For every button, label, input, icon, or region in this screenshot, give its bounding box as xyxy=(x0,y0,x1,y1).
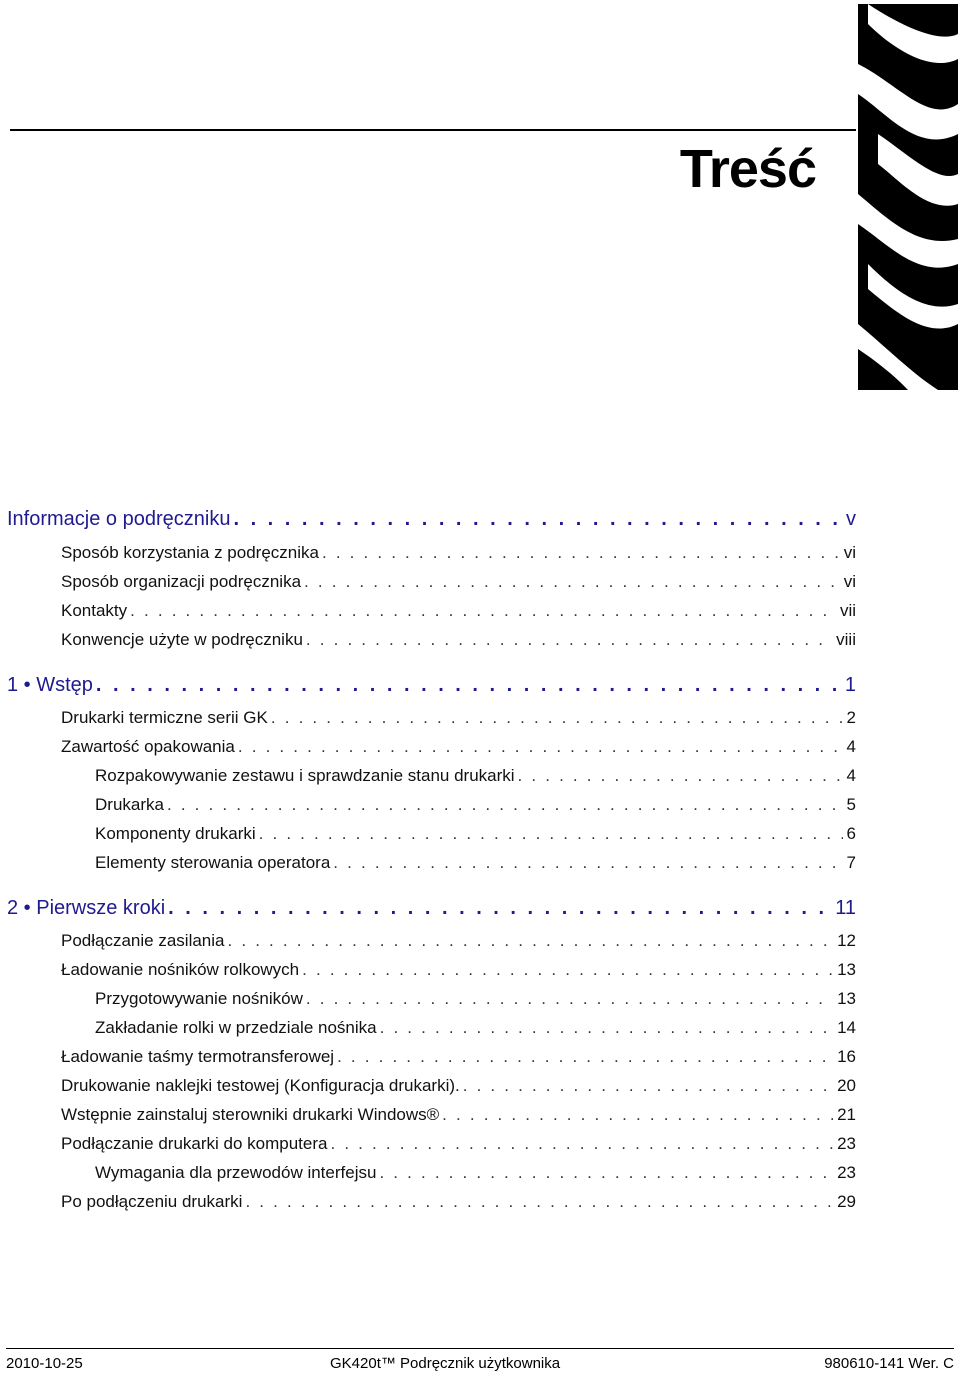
toc-entry[interactable] xyxy=(61,1105,856,1125)
toc-entry-page: 5 xyxy=(846,795,856,814)
toc-entry-page: 20 xyxy=(837,1076,856,1095)
footer-date: 2010-10-25 xyxy=(6,1355,83,1372)
toc-entry-page: 23 xyxy=(837,1134,856,1153)
toc-dot-leader xyxy=(380,1018,833,1038)
footer-rule xyxy=(6,1348,954,1349)
toc-entry[interactable] xyxy=(61,1047,856,1067)
toc-entry-page: 16 xyxy=(837,1047,856,1066)
toc-entry-label: Wymagania dla przewodów interfejsu xyxy=(95,1163,377,1182)
toc-entry[interactable] xyxy=(61,1134,856,1154)
toc-dot-leader xyxy=(333,853,842,873)
toc-entry[interactable] xyxy=(61,572,856,592)
toc-entry-page: vi xyxy=(843,543,856,562)
toc-entry-label: Kontakty xyxy=(61,601,128,620)
toc-entry-page: vii xyxy=(839,601,856,620)
toc-dot-leader xyxy=(271,708,843,728)
toc-entry-label: Po podłączeniu drukarki xyxy=(61,1192,243,1211)
toc-entry-label: Drukowanie naklejki testowej (Konfiguracja drukarki). xyxy=(61,1076,460,1095)
toc-entry[interactable] xyxy=(95,766,856,786)
toc-entry-label: Rozpakowywanie zestawu i sprawdzanie stanu drukarki xyxy=(95,766,515,785)
toc-entry-label: Zakładanie rolki w przedziale nośnika xyxy=(95,1018,377,1037)
toc-entry-page: 21 xyxy=(837,1105,856,1124)
toc-entry[interactable] xyxy=(61,601,856,621)
toc-dot-leader xyxy=(304,572,840,592)
toc-dot-leader xyxy=(518,766,843,786)
toc-entry-label: 1 • Wstęp xyxy=(7,674,93,696)
toc-chapter-entry[interactable] xyxy=(7,674,856,697)
toc-entry[interactable] xyxy=(95,795,856,815)
toc-entry[interactable] xyxy=(95,989,856,1009)
toc-entry-label: Przygotowywanie nośników xyxy=(95,989,303,1008)
toc-entry-page: 1 xyxy=(844,674,856,696)
toc-entry-label: Wstępnie zainstaluj sterowniki drukarki Windows® xyxy=(61,1105,440,1124)
toc-entry-page: 6 xyxy=(846,824,856,843)
toc-entry-label: Ładowanie taśmy termotransferowej xyxy=(61,1047,335,1066)
toc-entry-label: Sposób korzystania z podręcznika xyxy=(61,543,319,562)
toc-dot-leader xyxy=(442,1105,833,1125)
toc-entry[interactable] xyxy=(61,543,856,563)
toc-dot-leader xyxy=(306,989,833,1009)
toc-entry-page: 4 xyxy=(846,766,856,785)
toc-entry-page: vi xyxy=(843,572,856,591)
toc-dot-leader xyxy=(302,960,833,980)
toc-entry-label: Elementy sterowania operatora xyxy=(95,853,331,872)
toc-entry-label: Sposób organizacji podręcznika xyxy=(61,572,302,591)
toc-dot-leader xyxy=(168,897,831,920)
toc-entry-page: viii xyxy=(836,630,856,649)
toc-entry-label: Informacje o podręczniku xyxy=(7,508,231,530)
toc-entry-label: Konwencje użyte w podręczniku xyxy=(61,630,303,649)
toc-chapter-entry[interactable] xyxy=(7,897,856,920)
toc-entry-label: 2 • Pierwsze kroki xyxy=(7,897,166,919)
toc-entry-label: Drukarki termiczne serii GK xyxy=(61,708,268,727)
toc-entry-label: Drukarka xyxy=(95,795,164,814)
footer-document-number: 980610-141 Wer. C xyxy=(824,1355,954,1372)
toc-dot-leader xyxy=(337,1047,833,1067)
toc-dot-leader xyxy=(96,674,841,697)
toc-entry[interactable] xyxy=(95,1163,856,1183)
toc-entry-label: Ładowanie nośników rolkowych xyxy=(61,960,300,979)
toc-dot-leader xyxy=(167,795,843,815)
toc-entry[interactable] xyxy=(95,824,856,844)
toc-entry[interactable] xyxy=(61,1192,856,1212)
toc-entry-page: 2 xyxy=(846,708,856,727)
toc-entry[interactable] xyxy=(61,737,856,757)
toc-entry-label: Podłączanie zasilania xyxy=(61,931,225,950)
toc-dot-leader xyxy=(306,630,832,650)
toc-entry-page: 7 xyxy=(846,853,856,872)
toc-dot-leader xyxy=(379,1163,833,1183)
toc-dot-leader xyxy=(330,1134,833,1154)
toc-entry-label: Komponenty drukarki xyxy=(95,824,256,843)
toc-dot-leader xyxy=(130,601,836,621)
toc-dot-leader xyxy=(228,931,834,951)
page-title: Treść xyxy=(679,139,816,199)
toc-entry[interactable] xyxy=(95,853,856,873)
toc-dot-leader xyxy=(463,1076,833,1096)
toc-entry-label: Podłączanie drukarki do komputera xyxy=(61,1134,328,1153)
footer-manual-title: GK420t™ Podręcznik użytkownika xyxy=(330,1355,561,1372)
toc-entry[interactable] xyxy=(61,630,856,650)
toc-entry[interactable] xyxy=(95,1018,856,1038)
toc-dot-leader xyxy=(259,824,843,844)
toc-entry-page: 13 xyxy=(837,960,856,979)
toc-dot-leader xyxy=(238,737,843,757)
toc-dot-leader xyxy=(233,508,842,531)
toc-entry[interactable] xyxy=(61,960,856,980)
toc-entry-page: 23 xyxy=(837,1163,856,1182)
toc-entry-page: 29 xyxy=(837,1192,856,1211)
toc-entry[interactable] xyxy=(61,708,856,728)
toc-entry-page: 12 xyxy=(837,931,856,950)
toc-chapter-entry[interactable] xyxy=(7,508,856,531)
toc-entry-page: v xyxy=(846,508,856,530)
toc-entry-label: Zawartość opakowania xyxy=(61,737,235,756)
toc-entry-page: 11 xyxy=(835,897,856,919)
toc-dot-leader xyxy=(322,543,840,563)
toc-entry-page: 13 xyxy=(837,989,856,1008)
toc-entry-page: 4 xyxy=(846,737,856,756)
toc-entry[interactable] xyxy=(61,1076,856,1096)
toc-entry[interactable] xyxy=(61,931,856,951)
toc-dot-leader xyxy=(245,1192,833,1212)
toc-entry-page: 14 xyxy=(837,1018,856,1037)
